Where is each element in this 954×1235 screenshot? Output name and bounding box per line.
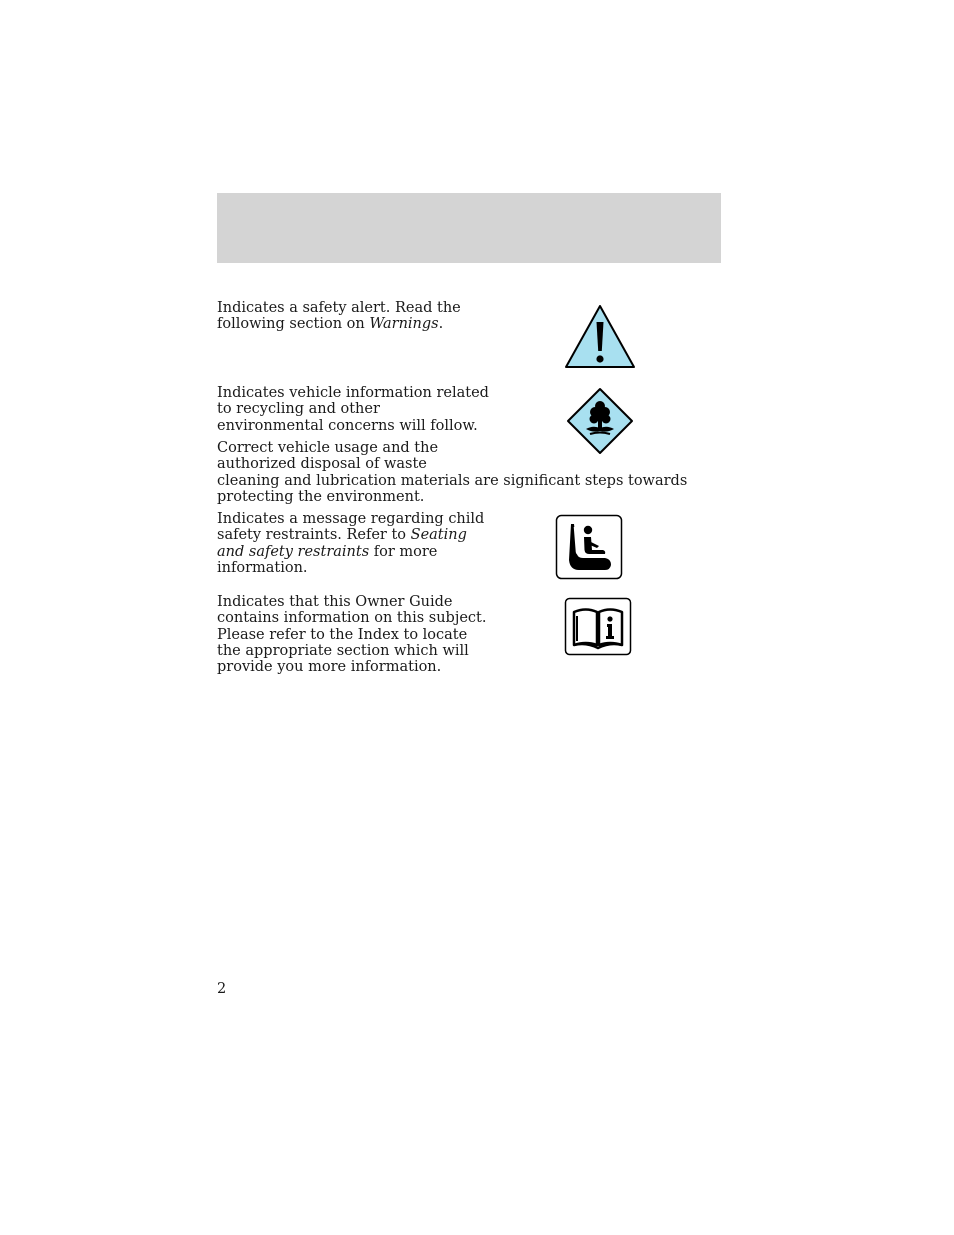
child-seat-icon [555,514,623,580]
owner-guide-line-5: provide you more information. [217,659,442,676]
header-band [217,193,721,263]
child-safety-line-1: Indicates a message regarding child [217,511,485,527]
environment-text [217,385,489,434]
environment-line-1: Indicates vehicle information related [217,385,489,401]
owner-guide-line-1: Indicates that this Owner Guide [217,594,453,610]
child-safety-line-4: information. [217,559,308,576]
owner-guide-line-4: the appropriate section which will [217,642,469,659]
environment-note-line-4: protecting the environment. [217,488,425,505]
environment-line-3: environmental concerns will follow. [217,417,478,434]
environment-note-line-3: cleaning and lubrication materials are significant steps towards [217,472,688,489]
warning-triangle-icon [563,304,637,370]
environment-line-2: to recycling and other [217,401,380,418]
environment-note-text [217,440,687,505]
owner-guide-line-2: contains information on this subject. [217,610,487,627]
owner-guide-book-icon [564,597,632,656]
safety-restraints-reference: and safety restraints [217,543,370,560]
seating-reference: Seating [410,527,467,544]
child-safety-line-3: and safety restraints for more [217,543,438,560]
warnings-reference: Warnings [369,316,439,333]
safety-alert-text [217,300,461,333]
owner-guide-text [217,594,486,675]
page-number: 2 [217,981,227,997]
environment-note-line-1: Correct vehicle usage and the [217,440,439,456]
owner-guide-line-3: Please refer to the Index to locate [217,626,468,643]
environment-note-line-2: authorized disposal of waste [217,456,427,473]
safety-alert-line-1: Indicates a safety alert. Read the [217,300,461,316]
child-safety-text [217,511,484,576]
child-safety-line-2: safety restraints. Refer to Seating [217,527,467,544]
safety-alert-line-2: following section on Warnings. [217,316,444,333]
